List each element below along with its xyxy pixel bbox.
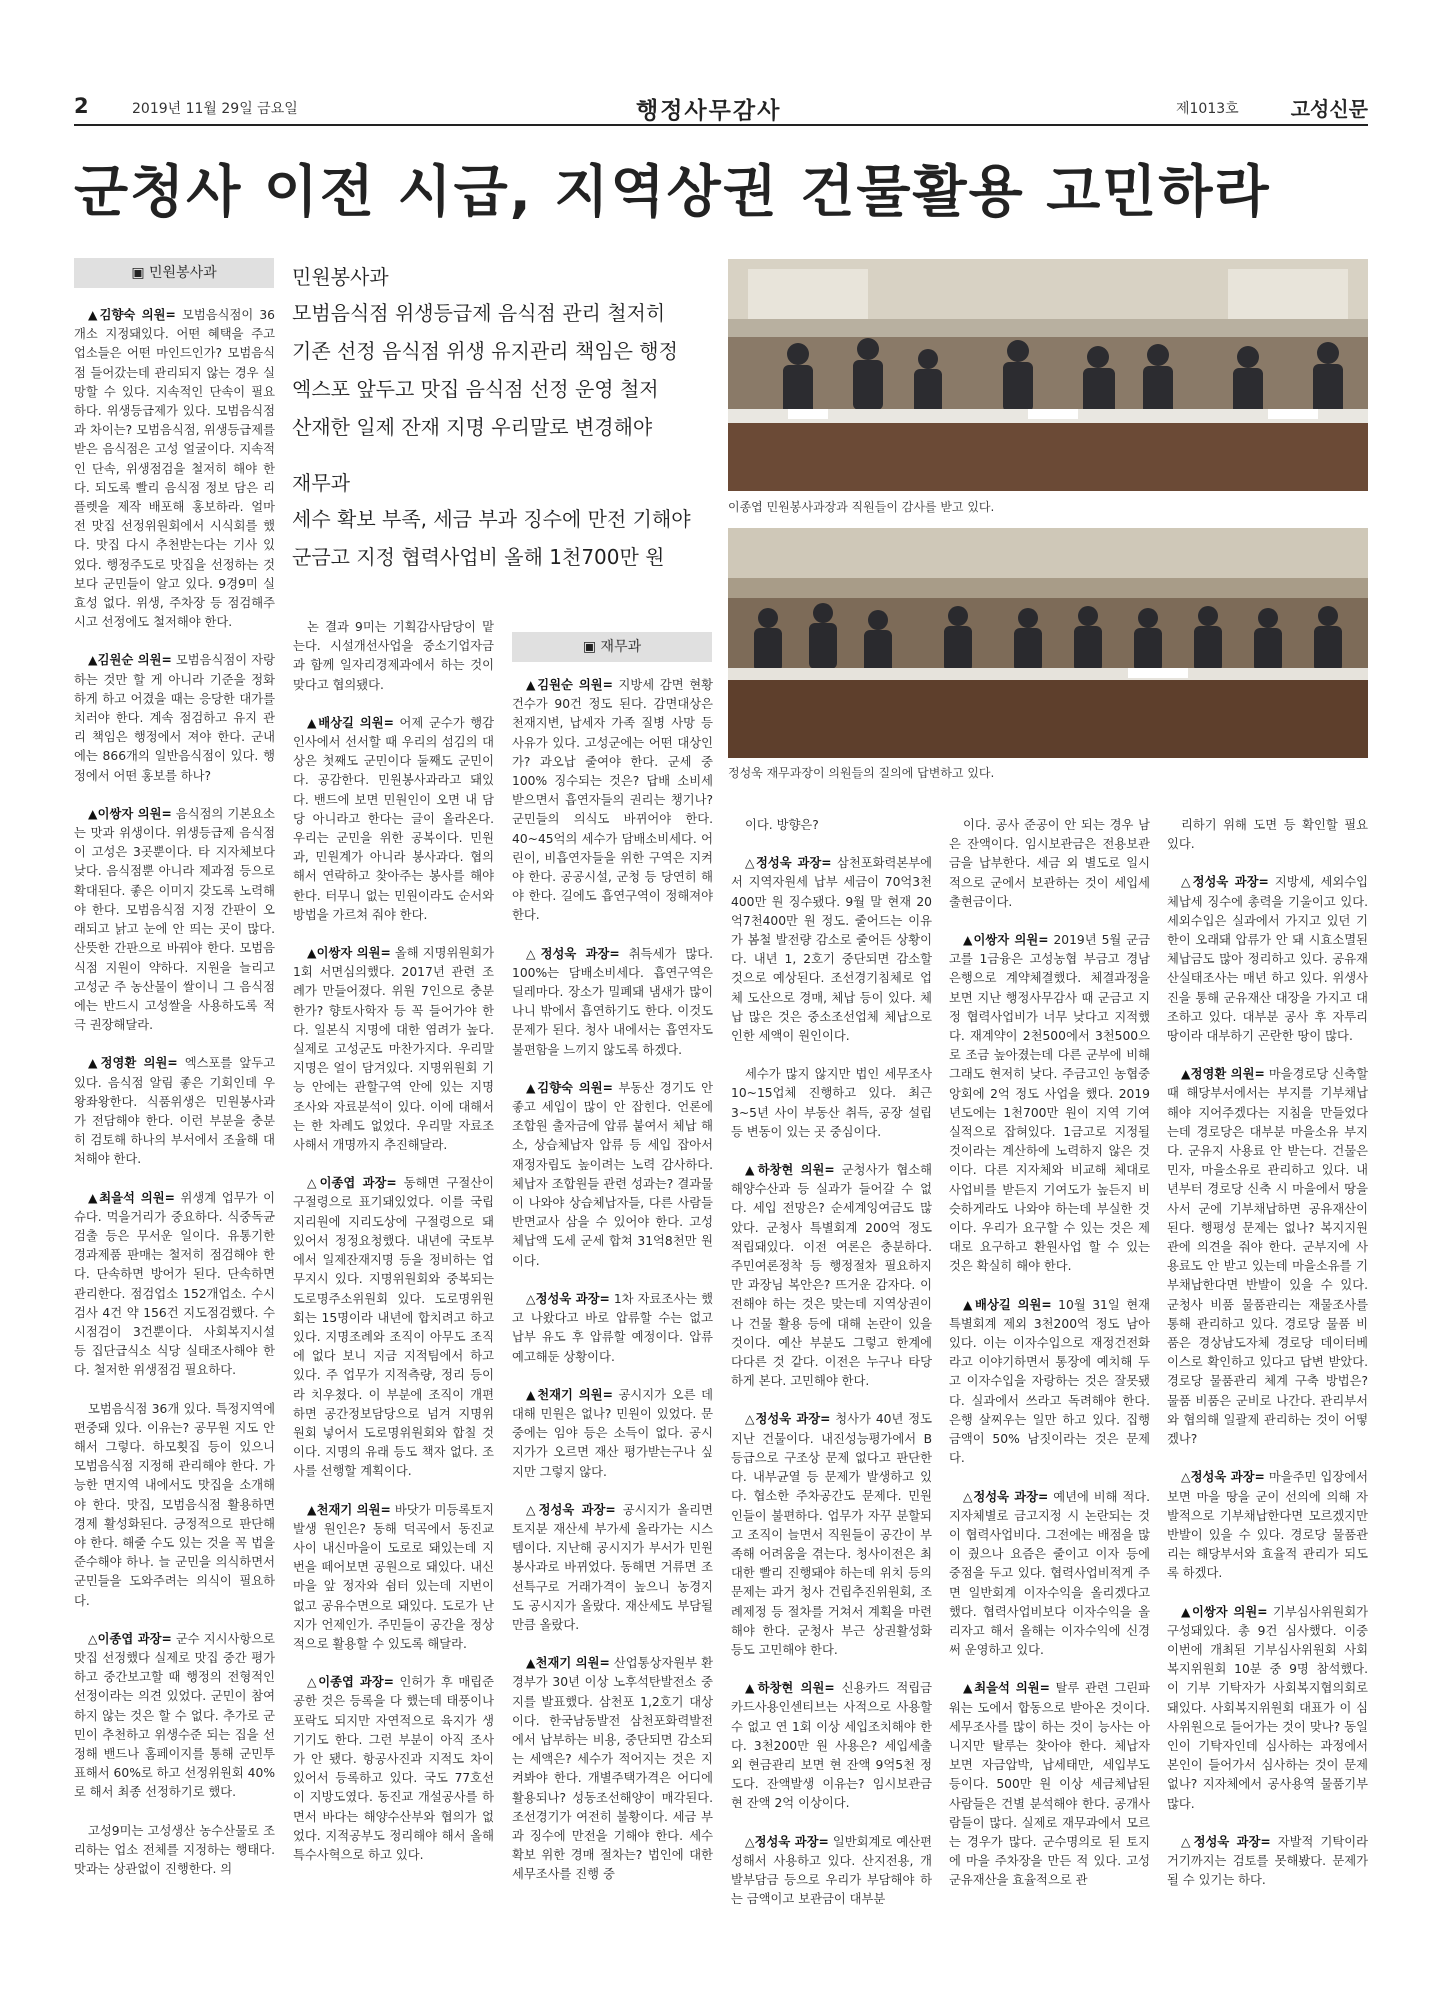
speaker-name: ▲이쌍자 의원= — [307, 946, 391, 961]
article-paragraph — [512, 1079, 713, 1271]
speaker-name: △이종엽 과장= — [307, 1176, 397, 1191]
article-paragraph — [1167, 1468, 1368, 1583]
photo-caption: 이종엽 민원봉사과장과 직원들이 감사를 받고 있다. — [728, 500, 995, 514]
paragraph-text: 올해 지명위원회가 1회 서면심의했다. 2017년 관련 조례가 만들어졌다. 위원 7인으로 충분한가? 향토사학자 등 꼭 들어가야 한다. 일본식 지명에 대한 염려가 높다. 실제로 고성군도 마찬가지다. 우리말 지명은 얼이 담겨있다. 지명위원회 기능 안에는 관할구역 안에 있는 지명 조사와 자료분석이 있다. 이에 대해서는 한 차례도 없었다. 우리말 자료조사해서 개명까지 추진해달라. — [293, 946, 494, 1153]
paragraph-text: 공시지가 오른 데 대해 민원은 없나? 민원이 있었다. 문중에는 임야 등은 소득이 없다. 공시지가가 오르면 재산 평가받는구나 싶지만 그렇지 않다. — [512, 1387, 713, 1479]
speaker-name: △정성욱 과장= — [745, 856, 832, 871]
section-title: 행정사무감사 — [636, 97, 782, 124]
speaker-name: ▲배상길 의원= — [963, 1297, 1052, 1312]
article-paragraph — [293, 1673, 494, 1865]
speaker-name: ▲정영환 의원= — [88, 1056, 178, 1071]
audit-photo-finance — [728, 528, 1368, 758]
article-paragraph — [1167, 816, 1368, 854]
speaker-name: ▲천재기 의원= — [307, 1502, 391, 1517]
article-paragraph — [949, 1679, 1150, 1890]
speaker-name: △정성욱 과장= — [1181, 875, 1269, 890]
paragraph-text: 부동산 경기도 안 좋고 세입이 많이 안 잡힌다. 언론에 조합원 출자금에 압류 붙여서 체납 해소, 상습체납자 압류 등 세입 잡아서 재정자립도 높이려는 노력 감사하다. 체납자 조합원들 관련 성과는? 결과물이 나와야 상습체납자들, 다른 사람들 반면교사 삼을 수 있어야 한다. 고성 체납액 도세 군세 합쳐 31억8천만 원이다. — [512, 1080, 713, 1268]
issue-number: 제1013호 — [1176, 101, 1239, 117]
article-column-1 — [74, 306, 275, 1906]
paragraph-text: 엑스포를 앞두고 있다. 음식점 알림 좋은 기회인데 우왕좌왕한다. 식품위생은 민원봉사과가 전담해야 한다. 이런 부분을 충분히 검토해 하나의 부서에서 조율해 대처해야 한다. — [74, 1056, 275, 1167]
speaker-name: ▲이쌍자 의원= — [88, 806, 172, 821]
paragraph-text: 자발적 기탁이라 거기까지는 검토를 못해봤다. 문제가 될 수 있기는 하다. — [1167, 1834, 1368, 1888]
paragraph-text: 마을경로당 신축할 때 해당부서에서는 부지를 기부채납해야 지어주겠다는 지침을 만들었다는데 경로당은 대부분 마을소유 부지다. 군유지 사용료 안 받는다. 건물은 민자, 마을소유로 관리하고 있다. 내년부터 경로당 신축 시 마을에서 땅을 사서 군에 기부채납하면 공유재산이 된다. 행평성 문제는 없나? 복지지원관에 의견을 줘야 한다. 군부지에 사용료도 안 받고 있는데 마을소유를 기부채납한다면 반발이 있을 수 있다. 군청사 비품 물품관리는 재물조사를 통해 관리하고 있다. 경로당 물품 비품은 경상남도자체 경로당 데이터베이스로 확인하고 있다고 답변 받았다. 경로당 물품관리 체계 구축 방법은? 물품 비품은 군비로 나간다. 관리부서와 협의해 일괄제 관리하는 것이 어떻겠나? — [1167, 1067, 1368, 1447]
issue-date: 2019년 11월 29일 금요일 — [132, 101, 298, 117]
section-label-finance: ▣ 재무과 — [512, 632, 712, 662]
article-paragraph — [949, 931, 1150, 1277]
page-header — [74, 92, 1368, 126]
article-paragraph — [74, 1822, 275, 1880]
paragraph-text: 마을주민 입장에서 보면 마을 땅을 군이 선의에 의해 자발적으로 기부채납한다면 모르겠지만 반발이 있을 수 있다. 경로당 물품관리는 해당부서와 효율적 관리가 되도록 하겠다. — [1167, 1470, 1368, 1581]
paragraph-text: 일반회계로 예산편성해서 사용하고 있다. 산지전용, 개발부담금 등으로 우리가 부담해야 하는 금액이고 보관금이 대부분 — [731, 1834, 932, 1906]
speaker-name: △정성욱 과장= — [526, 1291, 610, 1306]
article-paragraph — [74, 651, 275, 785]
paragraph-text: 청사가 40년 정도 지난 건물이다. 내진성능평가에서 B등급으로 구조상 문제 없다고 판단한다. 내부균열 등 문제가 발생하고 있다. 협소한 주차공간도 문제다. 민원인들이 불편하다. 업무가 자꾸 분할되고 조직이 늘면서 직원들이 공간이 부족해 어려움을 겪는다. 청사이전은 최대한 빨리 진행돼야 하는데 위치 등의 문제는 과거 청사 건립추진위원회, 조례제정 등 절차를 거쳐서 계획을 마련해야 한다. 군청사 부근 상권활성화 등도 고민해야 한다. — [731, 1412, 932, 1657]
article-paragraph — [949, 816, 1150, 912]
article-paragraph — [74, 1054, 275, 1169]
article-paragraph — [293, 944, 494, 1155]
article-paragraph — [731, 854, 932, 1046]
speaker-name: ▲김원순 의원= — [526, 678, 613, 692]
speaker-name: ▲최을석 의원= — [963, 1681, 1050, 1696]
headline: 군청사 이전 시급, 지역상권 건물활용 고민하라 — [74, 160, 1271, 225]
paragraph-text: 지방세 감면 현황 건수가 90건 정도 된다. 감면대상은 천재지변, 납세자 가족 질병 사망 등 사유가 있다. 고성군에는 어떤 대상인가? 과오납 줄여야 한다. 군세 중 100% 징수되는 것은? 답배 소비세 받으면서 흡연자들의 권리는 챙기나? 군민들의 의식도 바뀌어야 한다. 40~45억의 세수가 담배소비세다. 어린이, 비흡연자들을 위한 구역은 지켜야 한다. 공공시설, 군청 등 당연히 해야 한다. 길에도 흡연구역이 정해져야 한다. — [512, 678, 713, 923]
paragraph-text: 군수 지시사항으로 맛집 선정했다 실제로 맛집 중간 평가하고 중간보고할 때 행정의 전형적인 선정이라는 의견 있었다. 군민이 참여하지 않는 것은 할 수 없다. 추가로 군민이 추천하고 위생수준 되는 집을 선정해 밴드나 홈페이지를 통해 군민투표해서 60%로 하고 선정위원회 40%로 해서 최종 선정하기로 했다. — [74, 1631, 275, 1800]
paragraph-text: 리하기 위해 도면 등 확인할 필요 있다. — [1167, 818, 1368, 852]
article-paragraph — [949, 1488, 1150, 1661]
paragraph-text: 탈루 관련 그린파워는 도에서 합동으로 받아온 것이다. 세무조사를 많이 하는 것이 능사는 아니지만 탈루는 찾아야 한다. 체납자 보면 자금압박, 납세태만, 세입부도 등이다. 500만 원 이상 세금체납된 사람들은 건별 분석해야 한다. 공개사람들이 많다. 실제로 재무과에서 모르는 경우가 많다. 군수명의로 된 토지에 마을 주차장을 만든 적 있다. 고성군유재산을 효율적으로 관 — [949, 1681, 1150, 1888]
paragraph-text: 어제 군수가 행감 인사에서 선서할 때 우리의 섬김의 대상은 첫째도 군민이다 둘째도 군민이다. 공감한다. 민원봉사과라고 돼있다. 밴드에 보면 민원인이 오면 내 담당 아니라고 한다는 글이 올라온다. 우리는 군민을 위한 공복이다. 민원과, 민원계가 아니라 봉사과다. 협의해서 연락하고 찾아주는 봉사를 해야 한다. 터무니 없는 민원이라도 순서와 방법을 가르쳐 줘야 한다. — [293, 715, 494, 922]
paragraph-text: 논 결과 9미는 기획감사담당이 맡는다. 시설개선사업을 중소기업자금과 함께 일자리경제과에서 하는 것이 맞다고 협의됐다. — [293, 620, 494, 692]
speaker-name: ▲이쌍자 의원= — [1181, 1604, 1268, 1619]
article-paragraph — [731, 1679, 932, 1813]
article-paragraph — [293, 618, 494, 695]
speaker-name: ▲천재기 의원= — [526, 1656, 610, 1671]
paragraph-text: 예년에 비해 적다. 지자체별로 금고지정 시 논란되는 것이 협력사업비다. 그전에는 배점을 많이 줬으나 요즘은 줄이고 이자 등에 중점을 두고 있다. 협력사업비적게 주면 일반회계 이자수익을 올리겠다고 했다. 협력사업비보다 이자수익을 올리자고 해서 올해는 이자수익에 신경써 운영하고 있다. — [949, 1489, 1150, 1658]
article-paragraph — [1167, 873, 1368, 1046]
article-paragraph — [1167, 1833, 1368, 1891]
paragraph-text: 군청사가 협소해 해양수산과 등 실과가 들어갈 수 없다. 세입 전망은? 순세계잉여금도 많았다. 군청사 특별회계 200억 정도 적립돼있다. 이전 여론은 충분하다. 주민여론정착 등 행정절차 필요하지만 과장님 복안은? 뜨거운 감자다. 이전해야 하는 것은 맞는데 지역상권이나 건물 활용 등에 대해 논란이 있을 것이다. 예산 부분도 그렇고 한계에 다다른 것 같다. 이전은 누구나 타당하게 본다. 고민해야 한다. — [731, 1163, 932, 1389]
paragraph-text: 바닷가 미등록토지 발생 원인은? 동해 덕곡에서 동진교 사이 내신마을이 도로로 돼있는데 지번을 떼어보면 공원으로 돼있다. 내신마을 앞 정자와 쉼터 있는데 지번이 없고 공유수면으로 돼있다. 도로가 난 지가 언제인가. 주민들이 공간을 정상적으로 활용할 수 있도록 해달라. — [293, 1502, 494, 1651]
paragraph-text: 1차 자료조사는 했고 나왔다고 바로 압류할 수는 없고 납부 유도 후 압류할 예정이다. 압류예고해둔 상황이다. — [512, 1291, 713, 1364]
paragraph-text: 모범음식점이 자랑하는 것만 할 게 아니라 기준을 정화하게 하고 어겼을 때는 응당한 대가를 치러야 한다. 계속 점검하고 유지 관리 책임은 행정에서 져야 한다. 군내에는 866개의 일반음식점이 있다. 행정에서 어떤 홍보를 하나? — [74, 653, 275, 783]
page-number: 2 — [74, 94, 89, 118]
paragraph-text: 모범음식점이 36개소 지정돼있다. 어떤 혜택을 주고 업소들은 어떤 마인드인가? 모범음식점 들어갔는데 관리되지 않는 경우 실망할 수 있다. 지속적인 단속이 필요하다. 위생등급제가 있다. 모범음식점과 차이는? 모범음식점, 위생등급제를 받은 음식점은 고성 얼굴이다. 지속적인 단속, 위생점검을 철저히 해야 한다. 되도록 빨리 음식점 정보 담은 리플렛을 제작 배포해 홍보하라. 얼마 전 맛집 선정위원회에서 시식회를 했다. 맛집 다시 추천받는다는 기사 있었다. 행정주도로 맛집을 선정하는 것보다 군민들이 알고 있다. 9경9미 실효성 없다. 위생, 주차장 등 점검해주시고 선정에도 철저해야 한다. — [74, 308, 275, 630]
paragraph-text: 이다. 방향은? — [745, 818, 819, 832]
paragraph-text: 모범음식점 36개 있다. 특정지역에 편중돼 있다. 이유는? 공무원 지도 안 해서 그렇다. 하모횟집 등이 있으니 모범음식점 지정해 관리해야 한다. 가능한 면지역 내에서도 맛집을 소개해야 한다. 맛집, 모범음식점 활용하면 경제 활성화된다. 긍정적으로 판단해야 한다. 해줄 수도 있는 것을 꼭 법을 준수해야 하나. 늘 군민을 의식하면서 군민들을 도와주려는 의식이 필요하다. — [74, 1401, 275, 1608]
speaker-name: ▲하창현 의원= — [745, 1163, 835, 1178]
summary-line: 엑스포 앞두고 맛집 음식점 선정 운영 철저 — [292, 377, 659, 401]
article-paragraph — [1167, 1603, 1368, 1814]
summary-line: 군금고 지정 협력사업비 올해 1천700만 원 — [292, 545, 665, 569]
newspaper-name: 고성신문 — [1290, 97, 1368, 121]
paragraph-text: 신용카드 적립금 카드사용인센티브는 사적으로 사용할 수 없고 연 1회 이상 세입조치해야 한다. 3천200만 원 사용은? 세입세출 외 현금관리 보면 현 잔액 9억5천 정도다. 잔액발생 이유는? 임시보관금 현 잔액 2억 이상이다. — [731, 1681, 932, 1811]
paragraph-text: 취득세가 많다. 100%는 담배소비세다. 흡연구역은 딜레마다. 장소가 밀폐돼 냄새가 많이 나니 밖에서 흡연하기도 한다. 이것도 문제가 된다. 청사 내에서는 흡연자도 불편함을 느끼지 않도록 하겠다. — [512, 946, 713, 1057]
paragraph-text: 고성9미는 고성생산 농수산물로 조리하는 업소 전체를 지정하는 행태다. 맛과는 상관없이 진행한다. 의 — [74, 1823, 275, 1877]
article-paragraph — [293, 1174, 494, 1481]
speaker-name: △정성욱 과장= — [1181, 1470, 1265, 1485]
article-paragraph — [512, 945, 713, 1060]
article-paragraph — [731, 1833, 932, 1906]
speaker-name: ▲하창현 의원= — [745, 1681, 835, 1696]
paragraph-text: 2019년 5월 군금고를 1금융은 고성농협 부금고 경남은행으로 계약체결했다. 체결과정을 보면 지난 행정사무감사 때 군금고 지정 협력사업비가 너무 낮다고 지적했다. 재계약이 2천500에서 3천500으로 조금 높아졌는데 다른 군부에 비해 그래도 현저히 낮다. 주금고인 농협중앙회에 2억 정도 사업을 했다. 2019년도에는 1천700만 원이 지역 기여실적으로 잡혀있다. 1금고로 지정될 것이라는 계산하에 노력하지 않은 것이다. 다른 지자체와 비교해 체대로 사업비를 받든지 기여도가 높든지 비슷하게라도 나와야 하는데 부실한 것이다. 우리가 요구할 수 있는 것은 제대로 요구하고 환원사업 할 수 있는 것은 확실히 해야 한다. — [949, 933, 1150, 1274]
article-paragraph — [949, 1296, 1150, 1469]
article-paragraph — [293, 1501, 494, 1655]
speaker-name: △이종엽 과장= — [307, 1675, 394, 1690]
speaker-name: △정성욱 과장= — [1181, 1834, 1271, 1849]
article-column-6 — [1167, 816, 1368, 1906]
article-paragraph — [74, 1630, 275, 1803]
article-paragraph — [512, 1654, 713, 1884]
speaker-name: ▲천재기 의원= — [526, 1387, 613, 1402]
article-column-4 — [731, 816, 932, 1906]
paragraph-text: 위생계 업무가 이슈다. 먹을거리가 중요하다. 식중독균 검출 등은 무서운 일이다. 유통기한 경과제품 판매는 철저히 점검해야 한다. 단속하면 방어가 된다. 단속하면 관리한다. 점검업소 152개업소. 수시검사 4건 약 156건 지도점검했다. 수시점검이 3건뿐이다. 사회복지시설 등 집단급식소 식당 실태조사해야 한다. 철저한 위생점검 필요하다. — [74, 1190, 275, 1378]
paragraph-text: 지방세, 세외수입 체납세 징수에 총력을 기울이고 있다. 세외수입은 실과에서 가지고 있던 기한이 오래돼 압류가 안 돼 시효소멸된 체납금도 많아 정리하고 있다. 공유재산실태조사는 매년 하고 있다. 위생사진을 통해 군유재산 대장을 가지고 대조하고 있다. 대부분 공사 후 자투리땅이라 대부하기 곤란한 땅이 많다. — [1167, 875, 1368, 1044]
article-column-2 — [293, 618, 494, 1906]
speaker-name: ▲이쌍자 의원= — [963, 933, 1049, 948]
article-paragraph — [512, 1290, 713, 1367]
speaker-name: ▲김향숙 의원= — [526, 1080, 613, 1095]
article-column-3 — [512, 676, 713, 1906]
article-paragraph — [74, 805, 275, 1035]
summary-civil-title: 민원봉사과 — [292, 265, 389, 289]
speaker-name: ▲최을석 의원= — [88, 1190, 175, 1205]
article-paragraph — [731, 816, 932, 835]
summary-line: 세수 확보 부족, 세금 부과 징수에 만전 기해야 — [292, 507, 691, 531]
speaker-name: △정성욱 과장= — [963, 1489, 1049, 1504]
article-paragraph — [512, 1501, 713, 1635]
summary-line: 산재한 일제 잔재 지명 우리말로 변경해야 — [292, 415, 653, 439]
paragraph-text: 공시지가 올리면 토지분 재산세 부가세 올라가는 시스템이다. 지난해 공시지가 부서가 민원봉사과로 바뀌었다. 동해면 거류면 조선특구로 거래가격이 높으니 농경지도 공시지가 올랐다. 재산세도 부담될 만큼 올랐다. — [512, 1502, 713, 1632]
article-paragraph — [74, 1400, 275, 1611]
paragraph-text: 산업통상자원부 환경부가 30년 이상 노후석탄발전소 중지를 발표했다. 삼천포 1,2호기 대상이다. 한국남동발전 삼천포화력발전에서 납부하는 비용, 중단되면 감소되는 세액은? 세수가 적어지는 것은 지켜봐야 한다. 개별주택가격은 어디에 활용되나? 성동조선해양이 매각된다. 조선경기가 여전히 불황이다. 세금 부과 징수에 만전을 기해야 한다. 세수 확보 위한 경매 절차는? 법인에 대한 세무조사를 진행 중 — [512, 1656, 713, 1882]
speaker-name: ▲배상길 의원= — [307, 715, 394, 730]
article-column-5 — [949, 816, 1150, 1906]
summary-finance-title: 재무과 — [292, 471, 350, 495]
paragraph-text: 동해면 구절산이 구절령으로 표기돼있었다. 이를 국립지리원에 지리도상에 구절령으로 돼있어서 정정요청했다. 내년에 국토부에서 일제잔재지명 등을 정비하는 업무지시 있다. 지명위원회와 중복되는 도로명주소위원회 있다. 도로명위원회는 15명이라 내년에 합치려고 하고 있다. 지명조례와 조직이 아무도 조직에 없다 보니 지금 지적팀에서 하고 있다. 주 업무가 지적측량, 정리 등이라 치우쳤다. 이 부분에 조직이 개편하면 공간정보담당으로 넘겨 지명위원회 넣어서 도로명위원회와 합칠 것이다. 지명의 유래 등도 책자 없다. 조사를 선행할 계획이다. — [293, 1176, 494, 1479]
article-paragraph — [74, 306, 275, 632]
speaker-name: △정성욱 과장= — [745, 1834, 829, 1849]
paragraph-text: 음식점의 기본요소는 맛과 위생이다. 위생등급제 음식점이 고성은 3곳뿐이다. 타 지자체보다 낮다. 음식점뿐 아니라 제과점 등으로 확대된다. 좋은 이미지 갖도록 노력해야 한다. 모범음식점 지정 간판이 오래되고 낡고 눈에 안 띄는 곳이 많다. 산뜻한 간판으로 바꿔야 한다. 모범음식점 지원이 약하다. 지원을 늘리고 고성군 주 농산물이 쌀이니 그 음식점에는 반드시 고성쌀을 사용하도록 적극 권장해달라. — [74, 806, 275, 1033]
paragraph-text: 세수가 많지 않지만 법인 세무조사 10~15업체 진행하고 있다. 최근 3~5년 사이 부동산 취득, 공장 설립 등 변동이 있는 곳 중심이다. — [731, 1067, 932, 1139]
speaker-name: △정성욱 과장= — [745, 1412, 831, 1427]
speaker-name: ▲정영환 의원= — [1181, 1067, 1265, 1082]
article-paragraph — [731, 1410, 932, 1660]
summary-block — [292, 260, 712, 576]
paragraph-text: 삼천포화력본부에서 지역자원세 납부 세금이 70억3천400만 원 징수됐다. 9월 말 현재 20억7천400만 원 정도. 줄어드는 이유가 봄철 발전량 감소로 줄어든 상황이다. 내년 1, 2호기 중단되면 감소할 것으로 예상된다. 조선경기침체로 업체 도산으로 경매, 체납 등이 있다. 체납 많은 것은 중소조선업체 체납으로 인한 세액이 원인이다. — [731, 856, 932, 1044]
article-paragraph — [512, 676, 713, 926]
article-paragraph — [731, 1161, 932, 1391]
photo-caption: 정성욱 재무과장이 의원들의 질의에 답변하고 있다. — [728, 766, 995, 780]
speaker-name: ▲김향숙 의원= — [88, 308, 176, 322]
section-label-civil: ▣ 민원봉사과 — [74, 258, 274, 288]
speaker-name: △이종엽 과장= — [88, 1631, 172, 1646]
article-paragraph — [1167, 1065, 1368, 1449]
article-paragraph — [512, 1386, 713, 1482]
article-paragraph — [74, 1189, 275, 1381]
article-paragraph — [731, 1065, 932, 1142]
paragraph-text: 인허가 후 매립준공한 것은 등록을 다 했는데 태풍이나 포락도 되지만 자연적으로 육지가 생기기도 한다. 그런 부분이 아직 조사가 안 됐다. 항공사진과 지적도 차이 있어서 등록하고 있다. 국도 77호선이 지방도였다. 동진교 개설공사를 하면서 바다는 해양수산부와 협의가 없었다. 지적공부도 정리해야 해서 올해 특수사혁으로 하고 있다. — [293, 1675, 494, 1862]
paragraph-text: 기부심사위원회가 구성돼있다. 총 9건 심사했다. 이중 이번에 개최된 기부심사위원회 사회복지위원회 10분 중 9명 참석했다. 이 기부 기탁자가 사회복지협의회로 돼있다. 사회복지위원회 대표가 이 심사위원으로 들어가는 것이 맞나? 동일인이 기탁자인데 심사하는 과정에서 본인이 들어가서 심사하는 것이 문제 없나? 지자체에서 공사용역 물품기부 많다. — [1167, 1604, 1368, 1811]
speaker-name: ▲김원순 의원= — [88, 653, 172, 668]
summary-line: 모범음식점 위생등급제 음식점 관리 철저히 — [292, 301, 666, 325]
speaker-name: △정성욱 과장= — [526, 1502, 616, 1517]
article-paragraph — [293, 714, 494, 925]
audit-photo-civil — [728, 259, 1368, 491]
paragraph-text: 10월 31일 현재 특별회계 제외 3천200억 정도 남아 있다. 이는 이자수입으로 재정건전화라고 이야기하면서 통장에 예치해 두고 이자수입을 자랑하는 것은 잘못됐다. 실과에서 쓰라고 독려해야 한다. 은행 살찌우는 일만 하고 있다. 집행금액이 50% 남짓이라는 것은 문제다. — [949, 1297, 1150, 1466]
summary-line: 기존 선정 음식점 위생 유지관리 책임은 행정 — [292, 339, 678, 363]
paragraph-text: 이다. 공사 준공이 안 되는 경우 남은 잔액이다. 임시보관금은 전용보관금을 납부한다. 세금 외 별도로 일시적으로 군에서 보관하는 것이 세입세출현금이다. — [949, 818, 1150, 909]
speaker-name: △정성욱 과장= — [526, 946, 620, 961]
